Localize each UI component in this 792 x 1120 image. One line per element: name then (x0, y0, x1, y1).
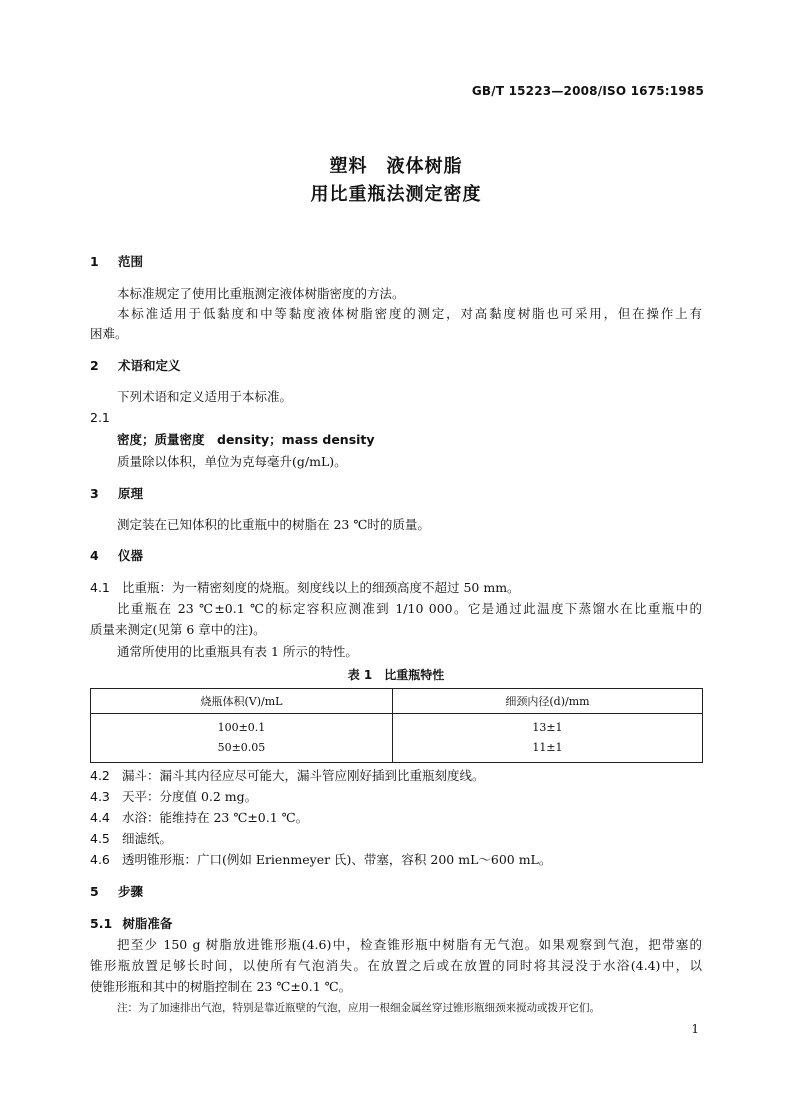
table-body-row (91, 714, 703, 763)
section-number: 3 (90, 486, 99, 501)
section-title: 步骤 (118, 884, 144, 899)
clause-4-6 (90, 850, 702, 870)
table-caption: 表 1 比重瓶特性 (347, 668, 445, 682)
clause-number: 4.6 (90, 852, 110, 867)
paragraph: 本标准适用于低黏度和中等黏度液体树脂密度的测定，对高黏度树脂也可采用，但在操作上有 (117, 306, 702, 321)
section-5-heading (90, 882, 702, 902)
section-title: 原理 (118, 486, 144, 501)
section-title: 术语和定义 (118, 358, 181, 373)
section-number: 1 (90, 254, 99, 269)
table-header-row (91, 689, 703, 714)
table-header-cell: 烧瓶体积(V)/mL (91, 689, 393, 714)
document-title-line2: 用比重瓶法测定密度 (310, 184, 482, 205)
clause-text: 水浴：能维持在 23 ℃±0.1 ℃。 (121, 810, 309, 825)
standard-code: GB/T 15223—2008/ISO 1675:1985 (471, 84, 704, 98)
section-title: 仪器 (118, 548, 144, 563)
term-definition-heading: 密度；质量密度 density；mass density (117, 432, 375, 447)
page-number: 1 (691, 1022, 699, 1036)
clause-number: 2.1 (90, 410, 110, 425)
table-header-cell: 细颈内径(d)/mm (392, 689, 702, 714)
paragraph: 本标准规定了使用比重瓶测定液体树脂密度的方法。 (117, 286, 405, 301)
table-cell (392, 714, 702, 763)
paragraph: 通常所使用的比重瓶具有表 1 所示的特性。 (117, 644, 358, 659)
section-2-heading (90, 356, 702, 376)
section-3-heading (90, 484, 702, 504)
clause-number: 4.1 (90, 580, 110, 595)
section-number: 5 (90, 884, 99, 899)
clause-text: 细滤纸。 (121, 831, 172, 846)
section-title: 范围 (118, 254, 144, 269)
paragraph: 下列术语和定义适用于本标准。 (117, 389, 293, 404)
specification-table (90, 688, 703, 763)
clause-4-1 (90, 578, 702, 598)
paragraph: 使锥形瓶和其中的树脂控制在 23 ℃±0.1 ℃。 (90, 979, 352, 994)
paragraph: 把至少 150 g 树脂放进锥形瓶(4.6)中，检查锥形瓶中树脂有无气泡。如果观察到气泡，把带塞的 (117, 937, 702, 952)
section-number: 2 (90, 358, 99, 373)
clause-text: 天平：分度值 0.2 mg。 (121, 789, 258, 804)
subsection-5-1-heading (90, 914, 702, 934)
subsection-title: 树脂准备 (122, 916, 173, 931)
clause-4-4 (90, 808, 702, 828)
table-row-value: 100±0.1 (217, 721, 266, 734)
paragraph: 比重瓶在 23 ℃±0.1 ℃的标定容积应测准到 1/10 000。它是通过此温度下蒸馏水在比重瓶中的 (117, 601, 702, 616)
clause-4-5 (90, 829, 702, 849)
clause-4-3 (90, 787, 702, 807)
clause-text: 透明锥形瓶：广口(例如 Erienmeyer 氏)、带塞，容积 200 mL～600 mL。 (121, 852, 552, 867)
paragraph: 锥形瓶放置足够长时间，以使所有气泡消失。在放置之后或在放置的同时将其浸没于水浴(4.4)中，以 (90, 958, 702, 973)
paragraph: 质量除以体积，单位为克每毫升(g/mL)。 (117, 454, 347, 469)
table-row-value: 13±1 (532, 721, 563, 734)
paragraph: 质量来测定(见第 6 章中的注)。 (90, 622, 266, 637)
table-row-value: 11±1 (532, 741, 563, 754)
paragraph: 测定装在已知体积的比重瓶中的树脂在 23 ℃时的质量。 (117, 517, 430, 532)
clause-text: 比重瓶：为一精密刻度的烧瓶。刻度线以上的细颈高度不超过 50 mm。 (121, 580, 520, 595)
section-4-heading (90, 546, 702, 566)
clause-4-2 (90, 766, 702, 786)
clause-number: 4.5 (90, 831, 110, 846)
subsection-number (90, 408, 702, 428)
section-1-heading (90, 252, 702, 272)
table-cell (91, 714, 393, 763)
clause-number: 4.3 (90, 789, 110, 804)
table-row-value: 50±0.05 (217, 741, 266, 754)
clause-number: 4.2 (90, 768, 110, 783)
section-number: 4 (90, 548, 99, 563)
document-title-line1: 塑料 液体树脂 (329, 156, 463, 177)
clause-number: 4.4 (90, 810, 110, 825)
clause-text: 漏斗：漏斗其内径应尽可能大，漏斗管应刚好插到比重瓶刻度线。 (121, 768, 485, 783)
clause-number: 5.1 (90, 916, 113, 931)
paragraph: 困难。 (90, 326, 128, 341)
note-text: 注：为了加速排出气泡，特别是靠近瓶壁的气泡，应用一根细金属丝穿过锥形瓶细颈来搅动或拨开它们。 (117, 1002, 600, 1014)
